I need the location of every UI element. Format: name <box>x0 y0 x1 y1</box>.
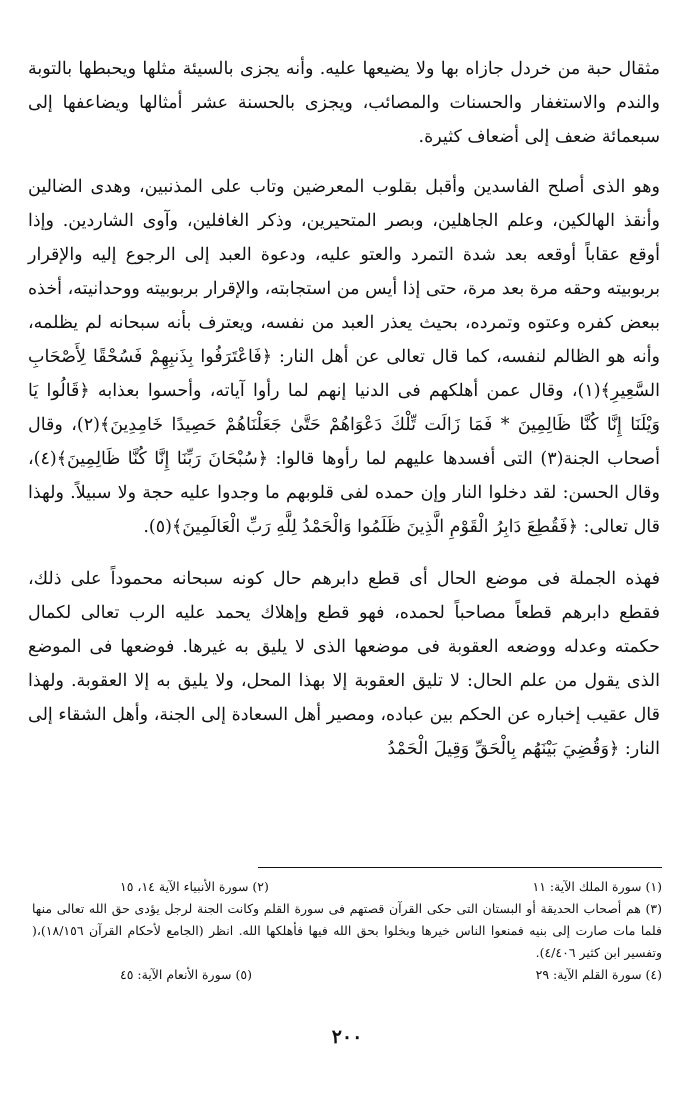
footnote-divider <box>258 867 662 868</box>
footnote-5: (٥) سورة الأنعام الآية: ٤٥ <box>120 967 252 982</box>
footnote-4: (٤) سورة القلم الآية: ٢٩ <box>535 967 662 982</box>
footnotes <box>32 876 662 986</box>
footnote-2: (٢) سورة الأنبياء الآية ١٤، ١٥ <box>120 879 269 894</box>
footnote-1: (١) سورة الملك الآية: ١١ <box>532 879 662 894</box>
page-number: ٢٠٠ <box>331 1026 363 1048</box>
main-text <box>28 52 660 784</box>
footnote-row-2 <box>32 964 662 986</box>
footnote-3: (٣) هم أصحاب الحديقة أو البستان التى حكى القرآن قصتهم فى سورة القلم وكانت الجنة لرجل يؤدى حق الله تعالى منها فلما مات صارت إلى بنيه فمنعوا الناس خيرها وبخلوا بحق الله فيها فأهلكها الله. انظر (الجامع لأحكام القرآن ١٨/١٥٦)،( وتفسير ابن كثير ٤/٤٠٦). <box>32 901 662 960</box>
paragraph-2: وهو الذى أصلح الفاسدين وأقبل بقلوب المعرضين وتاب على المذنبين، وهدى الضالين وأنقذ الهالكين، وعلم الجاهلين، وبصر المتحيرين، وذكر الغافلين، وآوى الشاردين. وإذا أوقع عقاباً أوقعه بعد شدة التمرد والعتو عليه، ودعوة العبد إلى الرجوع إليه والإقرار بربوبيته وحقه مرة بعد مرة، حتى إذا أيس من استجابته، والإقرار بربوبيته ووحدانيته، أخذه ببعض كفره وعتوه وتمرده، بحيث يعذر العبد من نفسه، ويعترف بأنه سبحانه لم يظلمه، وأنه هو الظالم لنفسه، كما قال تعالى عن أهل النار: ﴿فَاعْتَرَفُوا بِذَنبِهِمْ فَسُحْقًا لِأَصْحَابِ السَّعِيرِ﴾(١)، وقال عمن أهلكهم فى الدنيا إنهم لما رأوا آياته، وأحسوا بعذابه ﴿قَالُوا يَا وَيْلَنَا إِنَّا كُنَّا ظَالِمِينَ * فَمَا زَالَت تِّلْكَ دَعْوَاهُمْ حَتَّىٰ جَعَلْنَاهُمْ حَصِيدًا خَامِدِينَ﴾(٢)، وقال أصحاب الجنة(٣) التى أفسدها عليهم لما رأوها قالوا: ﴿سُبْحَانَ رَبِّنَا إِنَّا كُنَّا ظَالِمِينَ﴾(٤)، وقال الحسن: لقد دخلوا النار وإن حمده لفى قلوبهم ما وجدوا عليه حجة ولا سبيلاً. ولهذا قال تعالى: ﴿فَقُطِعَ دَابِرُ الْقَوْمِ الَّذِينَ ظَلَمُوا وَالْحَمْدُ لِلَّهِ رَبِّ الْعَالَمِينَ﴾(٥). <box>28 177 660 537</box>
paragraph-3: فهذه الجملة فى موضع الحال أى قطع دابرهم حال كونه سبحانه محموداً على ذلك، فقطع دابرهم قطعاً مصاحباً لحمده، فهو قطع وإهلاك يحمد عليه الرب تعالى لكمال حكمته وعدله ووضعه العقوبة فى موضعها الذى لا يليق به غيرها. فوضعها فى الموضع الذى يقول من علم الحال: لا تليق العقوبة إلا بهذا المحل، ولا يليق به إلا العقوبة. ولهذا قال عقيب إخباره عن الحكم بين عباده، ومصير أهل السعادة إلى الجنة، وأهل الشقاء إلى النار: ﴿وَقُضِيَ بَيْنَهُم بِالْحَقِّ وَقِيلَ الْحَمْدُ <box>28 569 660 759</box>
paragraph-1: مثقال حبة من خردل جازاه بها ولا يضيعها عليه. وأنه يجزى بالسيئة مثلها ويحبطها بالتوبة والندم والاستغفار والحسنات والمصائب، ويجزى بالحسنة عشر أمثالها ويضاعفها إلى سبعمائة ضعف إلى أضعاف كثيرة. <box>28 59 660 147</box>
footnote-row-1 <box>32 876 662 898</box>
